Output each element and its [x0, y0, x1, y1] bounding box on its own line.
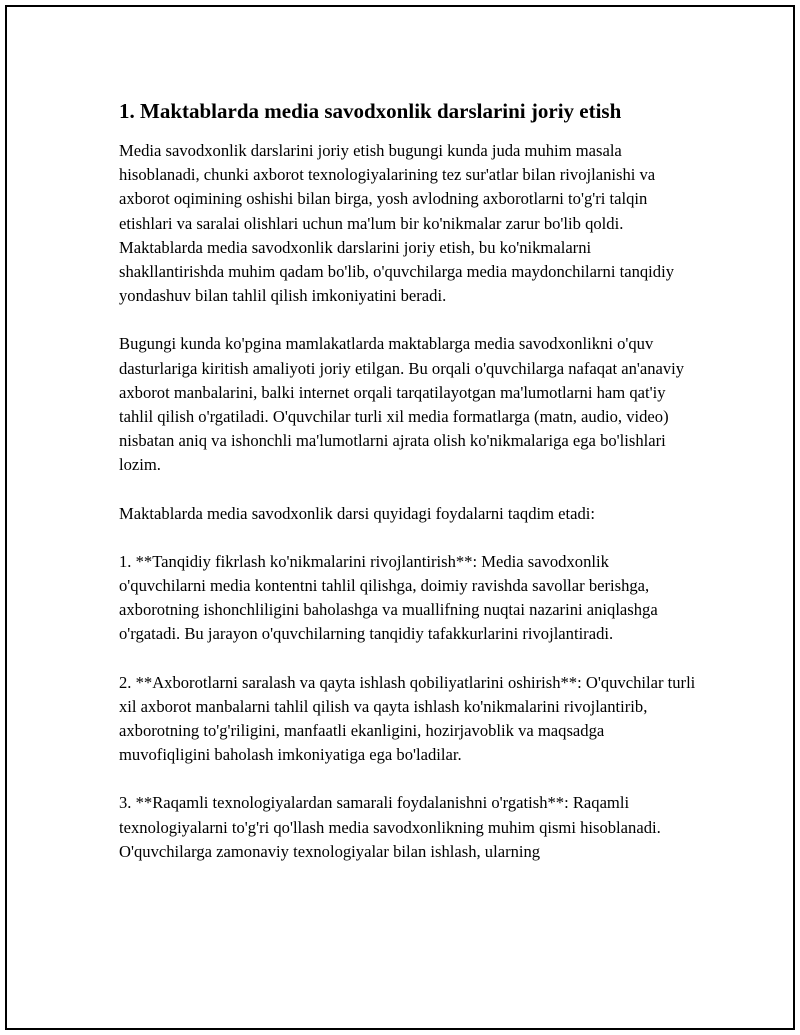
list-item-critical-thinking: 1. **Tanqidiy fikrlash ko'nikmalarini rivojlantirish**: Media savodxonlik o'quvchilarni media kontentni tahlil qilishga, doimiy ravishda savollar berishga, axborotning ishonchliligini baholashga va muallifning nuqtai nazarini aniqlashga o'rgatadi. Bu jarayon o'quvchilarning tanqidiy tafakkurlarini rivojlantiradi.: [119, 551, 658, 644]
page-frame: [5, 5, 795, 1030]
paragraph-benefits-lead: Maktablarda media savodxonlik darsi quyidagi foydalarni taqdim etadi:: [119, 503, 596, 523]
paragraph-curriculum: Bugungi kunda ko'pgina mamlakatlarda maktablarga media savodxonlikni o'quv dasturlariga kiritish amaliyoti joriy etilgan. Bu orqali o'quvchilarga nafaqat an'anaviy axborot manbalarini, balki internet orqali tarqatilayotgan ma'lumotlarni ham qat'iy tahlil qilish o'rgatiladi. O'quvchilar turli xil media formatlarga (matn, audio, video) nisbatan aniq va ishonchli ma'lumotlarni ajrata olish ko'nikmalariga ega bo'lishlari lozim.: [119, 334, 685, 475]
paragraph-intro: Media savodxonlik darslarini joriy etish bugungi kunda juda muhim masala hisoblanadi, chunki axborot texnologiyalarining tez sur'atlar bilan rivojlanishi va axborot oqimining oshishi bilan birga, yosh avlodning axborotlarni to'g'ri talqin etishlari va saralai olishlari uchun ma'lum bir ko'nikmalar zarur bo'lib qoldi. Maktablarda media savodxonlik darslarini joriy etish, bu ko'nikmalarni shakllantirishda muhim qadam bo'lib, o'quvchilarga media maydonchilarni tanqidiy yondashuv bilan tahlil qilish imkoniyatini beradi.: [119, 141, 674, 306]
section-heading: 1. Maktablarda media savodxonlik darslarini joriy etish: [119, 99, 622, 123]
list-item-information-processing: 2. **Axborotlarni saralash va qayta ishlash qobiliyatlarini oshirish**: O'quvchilar turli xil axborot manbalarni tahlil qilish va qayta ishlash ko'nikmalarini rivojlantirib, axborotning to'g'riligini, manfaatli ekanligini, hozirjavoblik va maqsadga muvofiqligini baholash imkoniyatiga ega bo'ladilar.: [119, 672, 696, 765]
list-item-digital-technologies: 3. **Raqamli texnologiyalardan samarali foydalanishni o'rgatish**: Raqamli texnologiyalarni to'g'ri qo'llash media savodxonlikning muhim qismi hisoblanadi. O'quvchilarga zamonaviy texnologiyalar bilan ishlash, ularning: [119, 793, 661, 861]
document-body: [119, 97, 699, 888]
